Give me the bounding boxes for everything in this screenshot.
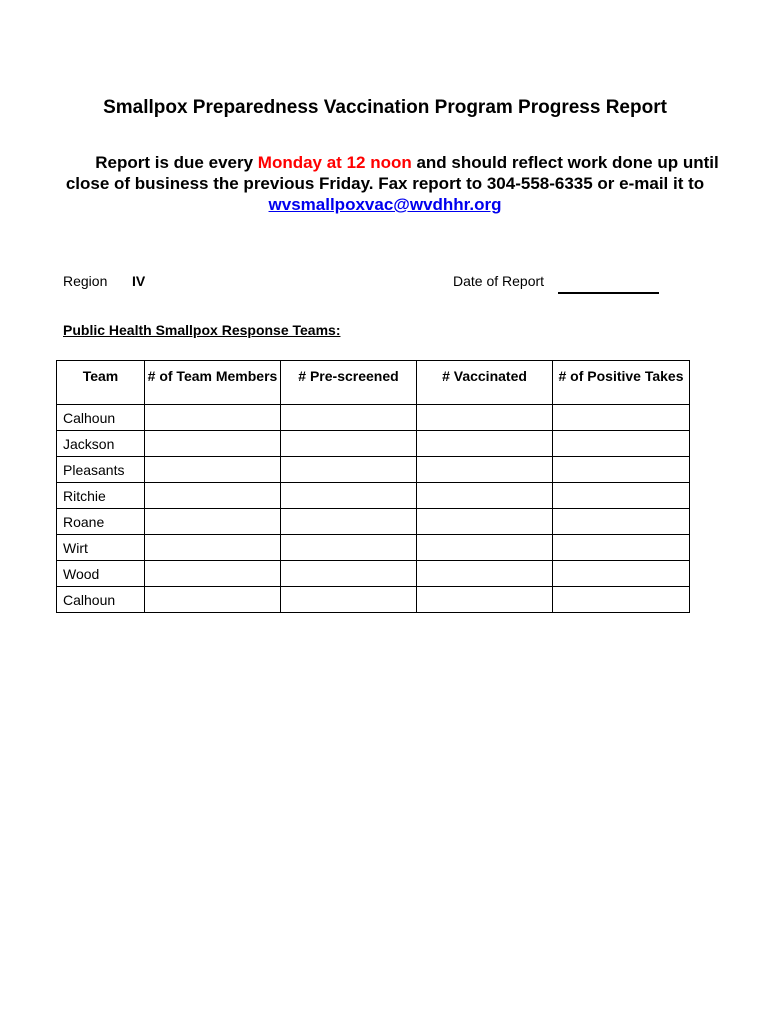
positive-takes-cell[interactable]	[553, 587, 690, 613]
team-members-cell[interactable]	[145, 561, 281, 587]
vaccinated-cell[interactable]	[417, 431, 553, 457]
table-row	[57, 483, 690, 509]
vaccinated-cell[interactable]	[417, 405, 553, 431]
team-name-cell: Calhoun	[57, 405, 145, 431]
region-label: Region	[63, 273, 108, 289]
report-title: Smallpox Preparedness Vaccination Program Progress Report	[103, 97, 667, 118]
team-name-cell: Calhoun	[57, 587, 145, 613]
header-team: Team	[57, 361, 145, 405]
team-members-cell[interactable]	[145, 509, 281, 535]
vaccinated-cell[interactable]	[417, 483, 553, 509]
team-name-cell: Ritchie	[57, 483, 145, 509]
positive-takes-cell[interactable]	[553, 405, 690, 431]
header-vaccinated: # Vaccinated	[417, 361, 553, 405]
table-row	[57, 457, 690, 483]
team-name-cell: Pleasants	[57, 457, 145, 483]
pre-screened-cell[interactable]	[281, 483, 417, 509]
table-header-row	[57, 361, 690, 405]
notice-text-end: and should reflect work done up until close of business the previous Friday. Fax report to 304-558-6335 or e-mail it to	[65, 153, 719, 193]
pre-screened-cell[interactable]	[281, 509, 417, 535]
positive-takes-cell[interactable]	[553, 561, 690, 587]
team-members-cell[interactable]	[145, 483, 281, 509]
table-row	[57, 587, 690, 613]
vaccinated-cell[interactable]	[417, 535, 553, 561]
date-of-report-label: Date of Report	[453, 273, 545, 289]
header-positive-takes: # of Positive Takes	[553, 361, 690, 405]
positive-takes-cell[interactable]	[553, 535, 690, 561]
table-row	[57, 561, 690, 587]
pre-screened-cell[interactable]	[281, 587, 417, 613]
vaccinated-cell[interactable]	[417, 457, 553, 483]
table-row	[57, 535, 690, 561]
team-members-cell[interactable]	[145, 431, 281, 457]
pre-screened-cell[interactable]	[281, 457, 417, 483]
submission-notice	[50, 152, 720, 215]
positive-takes-cell[interactable]	[553, 431, 690, 457]
region-value: IV	[132, 273, 146, 289]
team-members-cell[interactable]	[145, 457, 281, 483]
table-row	[57, 405, 690, 431]
team-name-cell: Wood	[57, 561, 145, 587]
section-heading: Public Health Smallpox Response Teams:	[63, 322, 341, 338]
notice-text-start: Report is due every	[95, 153, 258, 172]
team-name-cell: Wirt	[57, 535, 145, 561]
header-team-members: # of Team Members	[145, 361, 281, 405]
team-members-cell[interactable]	[145, 405, 281, 431]
vaccinated-cell[interactable]	[417, 587, 553, 613]
pre-screened-cell[interactable]	[281, 405, 417, 431]
positive-takes-cell[interactable]	[553, 483, 690, 509]
deadline-highlight: Monday at 12 noon	[257, 153, 412, 172]
team-name-cell: Jackson	[57, 431, 145, 457]
response-teams-table	[56, 360, 690, 613]
pre-screened-cell[interactable]	[281, 431, 417, 457]
vaccinated-cell[interactable]	[417, 509, 553, 535]
table-row	[57, 509, 690, 535]
header-pre-screened: # Pre-screened	[281, 361, 417, 405]
team-members-cell[interactable]	[145, 535, 281, 561]
email-link[interactable]: wvsmallpoxvac@wvdhhr.org	[268, 195, 502, 214]
date-of-report-field[interactable]	[558, 292, 659, 294]
team-name-cell: Roane	[57, 509, 145, 535]
positive-takes-cell[interactable]	[553, 509, 690, 535]
vaccinated-cell[interactable]	[417, 561, 553, 587]
pre-screened-cell[interactable]	[281, 561, 417, 587]
pre-screened-cell[interactable]	[281, 535, 417, 561]
table-row	[57, 431, 690, 457]
team-members-cell[interactable]	[145, 587, 281, 613]
positive-takes-cell[interactable]	[553, 457, 690, 483]
